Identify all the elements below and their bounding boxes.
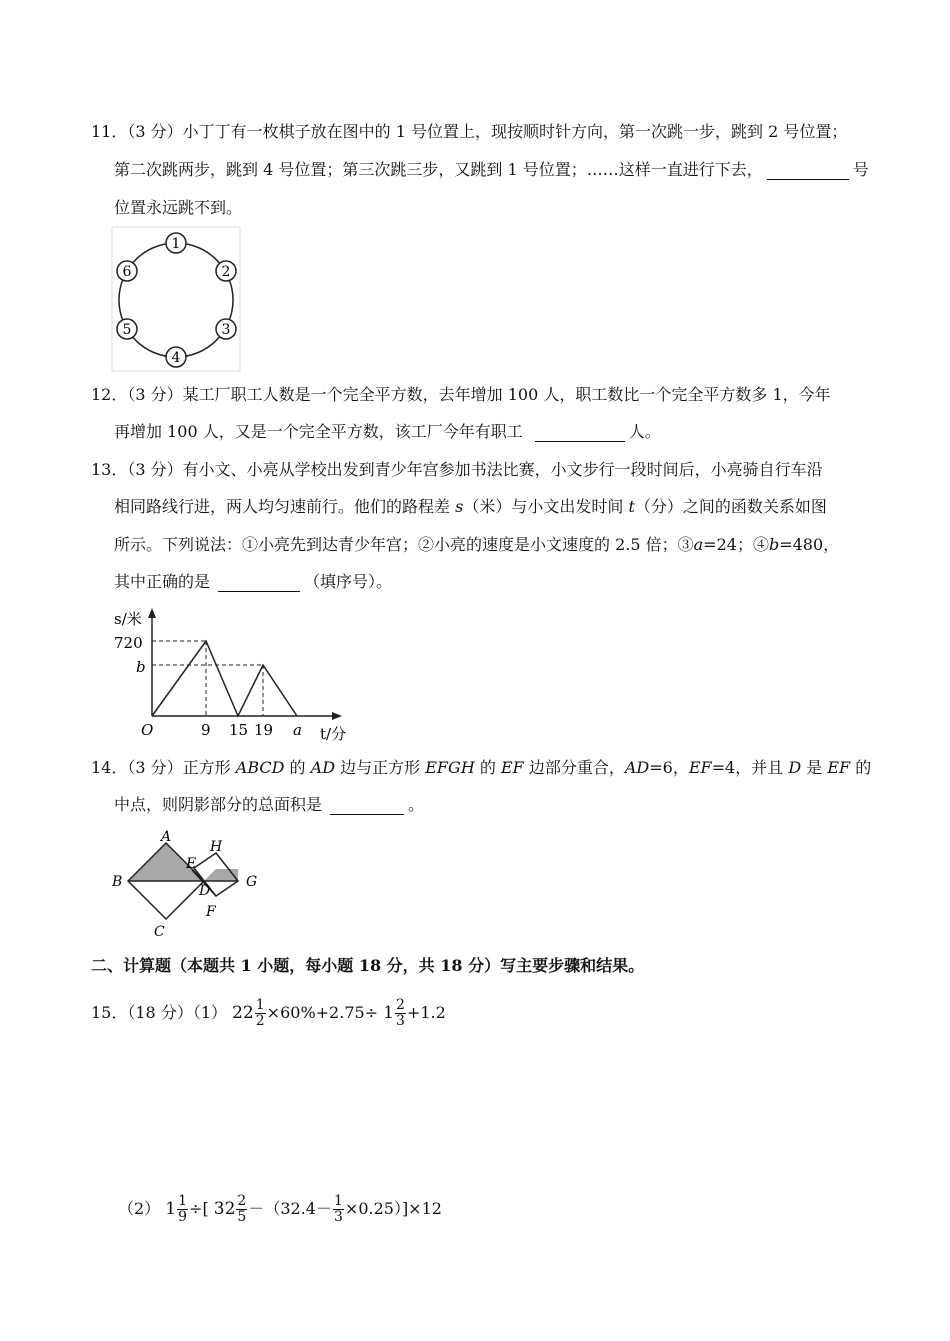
q15-p1-denominator-2: 3 — [396, 1013, 405, 1029]
y-axis-arrow — [148, 608, 156, 618]
q15-p2-fraction — [177, 1194, 188, 1225]
q13-text-2c: （分）之间的函数关系如图 — [634, 497, 827, 516]
x-tick-origin: O — [141, 721, 154, 739]
label-d: D — [199, 883, 211, 899]
q14-var-ef-2: EF — [827, 758, 851, 777]
y-axis-label: s/米 — [114, 610, 142, 628]
q15-p1-whole: 22 — [232, 1003, 254, 1023]
q12-line1 — [91, 385, 831, 405]
q14-text-b: 的 — [289, 758, 306, 777]
q11-circle-figure — [111, 226, 241, 372]
x-tick-19: 19 — [254, 721, 274, 739]
q12-answer-blank[interactable] — [535, 425, 625, 442]
q14-text-2a: 中点，则阴影部分的总面积是 — [114, 795, 323, 814]
x-axis-label: t/分 — [320, 725, 347, 743]
label-h: H — [210, 839, 223, 855]
q15-part2 — [118, 1194, 442, 1225]
x-tick-a: a — [293, 721, 302, 739]
q14-text-c: 边与正方形 — [340, 758, 421, 777]
q14-text-d: 的 — [479, 758, 496, 777]
q14-line2 — [114, 795, 424, 815]
q11-score: （3 分） — [127, 122, 183, 141]
q13-answer-blank[interactable] — [218, 575, 300, 592]
q13-text-3a: 所示。下列说法：①小亮先到达青少年宫；②小亮的速度是小文速度的 2.5 倍；③ — [114, 535, 694, 554]
q13-text-1: 有小文、小亮从学校出发到青少年宫参加书法比赛，小文步行一段时间后，小亮骑自行车沿 — [182, 460, 823, 479]
position-1 — [166, 233, 186, 253]
svg-text:4: 4 — [171, 350, 181, 366]
q11-text-1: 小丁丁有一枚棋子放在图中的 1 号位置上，现按顺时针方向，第一次跳一步，跳到 2 号位置； — [182, 122, 848, 141]
q14-var-ef: EF — [500, 758, 524, 777]
q15-p2-numerator-2: 2 — [237, 1193, 247, 1209]
q15-p1-fraction — [255, 998, 266, 1029]
q15-number: 15． — [91, 1003, 128, 1022]
q14-text-e: 边部分重合， — [528, 758, 625, 777]
q15-part1 — [91, 998, 446, 1029]
label-b: B — [112, 874, 123, 890]
q14-text-a: 正方形 — [182, 758, 231, 777]
q14-var-ef-eq: EF — [688, 758, 712, 777]
q15-p2-denominator-3: 3 — [333, 1209, 343, 1225]
q15-p2-whole: 1 — [165, 1199, 177, 1219]
section-2-title: 二、计算题（本题共 1 小题，每小题 18 分，共 18 分）写主要步骤和结果。 — [91, 956, 645, 975]
q12-text-1: 某工厂职工人数是一个完全平方数，去年增加 100 人，职工数比一个完全平方数多 1，今年 — [182, 385, 831, 404]
q13-var-b: b — [768, 535, 780, 554]
q15-p1-numerator-2: 2 — [396, 997, 405, 1013]
label-g: G — [246, 874, 258, 890]
q13-graph — [110, 603, 355, 743]
q14-var-abcd: ABCD — [235, 758, 285, 777]
q15-p2-fraction-3 — [333, 1194, 344, 1225]
q11-line3 — [114, 198, 242, 218]
q13-var-a: a — [693, 535, 704, 554]
position-4 — [166, 347, 186, 367]
q15-p1-middle: ×60%+2.75÷ — [266, 1003, 379, 1022]
track-circle — [119, 243, 233, 357]
q14-text-i: 的 — [855, 758, 872, 777]
q13-line3 — [114, 535, 839, 555]
position-5 — [117, 319, 137, 339]
q13-var-t: t — [628, 497, 635, 516]
q13-number: 13． — [91, 460, 128, 479]
position-2 — [216, 261, 236, 281]
q14-line1 — [91, 758, 871, 778]
svg-text:5: 5 — [122, 322, 132, 338]
q15-p2-numerator-3: 1 — [333, 1193, 343, 1209]
q11-answer-blank[interactable] — [767, 163, 849, 180]
q15-p1-denominator: 2 — [255, 1013, 265, 1029]
q13-var-s: s — [455, 497, 464, 516]
q11-number: 11． — [91, 122, 128, 141]
label-a: A — [161, 829, 172, 845]
q12-line2 — [114, 422, 661, 442]
q13-line4 — [114, 572, 392, 592]
q13-text-4a: 其中正确的是 — [114, 572, 211, 591]
x-tick-9: 9 — [201, 721, 211, 739]
q13-text-4b: （填序号）。 — [304, 572, 393, 591]
q12-score: （3 分） — [127, 385, 183, 404]
label-c: C — [154, 924, 165, 940]
q15-p1-numerator: 1 — [255, 997, 265, 1013]
q14-var-ad-eq: AD — [624, 758, 650, 777]
q13-line2 — [114, 497, 827, 517]
q15-p1-end: +1.2 — [406, 1003, 446, 1022]
q14-text-f: =6， — [649, 758, 689, 777]
q15-p2-numerator: 1 — [178, 1193, 188, 1209]
q14-squares-figure — [108, 826, 268, 942]
q13-text-3c: =480， — [779, 535, 840, 554]
q15-part1-label: （1） — [192, 1003, 228, 1022]
x-tick-15: 15 — [229, 721, 249, 739]
q12-text-2-after: 人。 — [628, 422, 661, 441]
q14-var-ad: AD — [310, 758, 336, 777]
q15-p2-text-a: ÷[ — [189, 1199, 209, 1218]
label-f: F — [206, 904, 216, 920]
q14-var-efgh: EFGH — [425, 758, 475, 777]
q13-text-2b: （米）与小文出发时间 — [463, 497, 624, 516]
q15-p2-denominator-2: 5 — [237, 1209, 247, 1225]
q13-line1 — [91, 460, 823, 480]
q14-text-h: 是 — [806, 758, 823, 777]
position-6 — [117, 261, 137, 281]
q15-p2-denominator: 9 — [178, 1209, 188, 1225]
q11-text-2: 第二次跳两步，跳到 4 号位置；第三次跳三步，又跳到 1 号位置；……这样一直进行下去， — [114, 160, 763, 179]
svg-text:1: 1 — [171, 236, 181, 252]
q15-p1-whole-2: 1 — [383, 1003, 394, 1023]
svg-text:2: 2 — [221, 264, 231, 280]
q14-answer-blank[interactable] — [330, 798, 404, 815]
q14-score: （3 分） — [127, 758, 183, 777]
q11-text-3: 位置永远跳不到。 — [114, 198, 243, 217]
q14-var-d: D — [788, 758, 802, 777]
q13-score: （3 分） — [127, 460, 183, 479]
q15-part2-label: （2） — [118, 1199, 161, 1218]
q13-text-3b: =24；④ — [703, 535, 769, 554]
q12-number: 12． — [91, 385, 128, 404]
q12-text-2: 再增加 100 人，又是一个完全平方数，该工厂今年有职工 — [114, 422, 523, 441]
q15-score: （18 分） — [127, 1003, 193, 1022]
q14-text-g: =4，并且 — [711, 758, 784, 777]
q15-p2-whole-2: 32 — [213, 1199, 236, 1219]
y-tick-b: b — [136, 658, 146, 676]
q14-text-2b: 。 — [408, 795, 425, 814]
q11-text-2-after: 号 — [852, 160, 869, 179]
svg-text:6: 6 — [122, 264, 132, 280]
q11-line2 — [114, 160, 869, 180]
label-e: E — [186, 856, 197, 872]
x-axis-arrow — [332, 712, 342, 720]
q15-p2-fraction-2 — [236, 1194, 247, 1225]
q11-line1 — [91, 122, 847, 142]
function-line — [152, 641, 297, 716]
q15-p2-text-c: ×0.25）]×12 — [344, 1199, 442, 1218]
q15-p1-fraction-2 — [395, 998, 406, 1029]
q14-number: 14． — [91, 758, 128, 777]
svg-text:3: 3 — [221, 322, 231, 338]
position-3 — [216, 319, 236, 339]
q15-p2-text-b: －（32.4－ — [248, 1199, 332, 1218]
q13-text-2a: 相同路线行进，两人均匀速前行。他们的路程差 — [114, 497, 451, 516]
y-tick-720: 720 — [114, 634, 143, 652]
